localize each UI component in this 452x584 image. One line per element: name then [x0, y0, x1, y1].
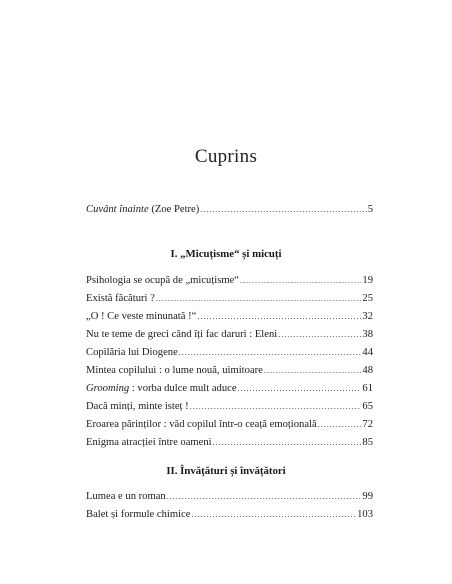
- toc-entry-page: 103: [357, 509, 373, 520]
- toc-entry: [86, 382, 373, 396]
- page-title: Cuprins: [194, 146, 258, 167]
- toc-entry-label: Psihologia se ocupă de „micuțisme“: [86, 275, 239, 286]
- toc-entry-label-italic: Grooming: [86, 383, 130, 394]
- dot-leader: [264, 364, 362, 378]
- toc-entry-page: 48: [362, 365, 373, 376]
- toc-entry-page: 38: [362, 329, 373, 340]
- dot-leader: [213, 436, 362, 450]
- toc-entry-label: Există făcături ?: [86, 293, 155, 304]
- toc-entry-label-rest: : vorba dulce mult aduce: [129, 383, 237, 394]
- dot-leader: [179, 346, 362, 360]
- toc-entry-label-italic: Cuvânt înainte: [86, 204, 149, 215]
- dot-leader: [318, 418, 362, 432]
- toc-entry-label: [86, 382, 237, 396]
- toc-entry: [86, 436, 373, 450]
- dot-leader: [156, 292, 362, 306]
- toc-entry-label: Eroarea părinților : văd copilul într-o ceață emoțională: [86, 419, 317, 430]
- toc-entry-label: Nu te teme de greci când îți fac daruri : Eleni: [86, 329, 278, 340]
- toc-entry-label: Mintea copilului : o lume nouă, uimitoare: [86, 365, 263, 376]
- toc-entry: [86, 346, 373, 360]
- dot-leader: [278, 328, 361, 342]
- toc-entry-label: [86, 203, 199, 217]
- toc-entry: [86, 274, 373, 288]
- toc-entry-page: 25: [362, 293, 373, 304]
- dot-leader: [197, 310, 361, 324]
- toc-entry-page: 19: [362, 275, 373, 286]
- toc-entry: [86, 400, 373, 414]
- toc-entry-label: Dacă minți, minte isteț !: [86, 401, 189, 412]
- toc-entry-page: 65: [362, 401, 373, 412]
- toc-entry-label: „O ! Ce veste minunată !“: [86, 311, 197, 322]
- toc-entry: [86, 490, 373, 504]
- toc-entry: [86, 292, 373, 306]
- dot-leader: [167, 490, 362, 504]
- toc-entry-label: Enigma atracției între oameni: [86, 437, 212, 448]
- toc-entry: [86, 508, 373, 522]
- section-heading-2: II. Învățături și învățători: [166, 465, 286, 477]
- toc-entry: [86, 418, 373, 432]
- section-heading-1: I. „Micuțisme“ și micuți: [170, 248, 282, 260]
- toc-entry-page: 44: [362, 347, 373, 358]
- toc-entry-page: 32: [362, 311, 373, 322]
- toc-entry-label: Lumea e un roman: [86, 491, 166, 502]
- toc-entry-label-extra: (Zoe Petre): [148, 204, 200, 215]
- toc-entry: [86, 364, 373, 378]
- toc-entry-page: 61: [362, 383, 373, 394]
- toc-entry-label: Balet și formule chimice: [86, 509, 191, 520]
- dot-leader: [191, 508, 356, 522]
- toc-entry-page: 85: [362, 437, 373, 448]
- toc-entry-page: 72: [362, 419, 373, 430]
- toc-entry-page: 99: [362, 491, 373, 502]
- dot-leader: [200, 203, 366, 217]
- dot-leader: [190, 400, 362, 414]
- toc-entry-page: 5: [367, 204, 373, 215]
- toc-entry-label: Copilăria lui Diogene: [86, 347, 178, 358]
- toc-entry: [86, 310, 373, 324]
- toc-entry: [86, 328, 373, 342]
- toc-entry-intro: [86, 203, 373, 217]
- dot-leader: [240, 274, 361, 288]
- dot-leader: [238, 382, 362, 396]
